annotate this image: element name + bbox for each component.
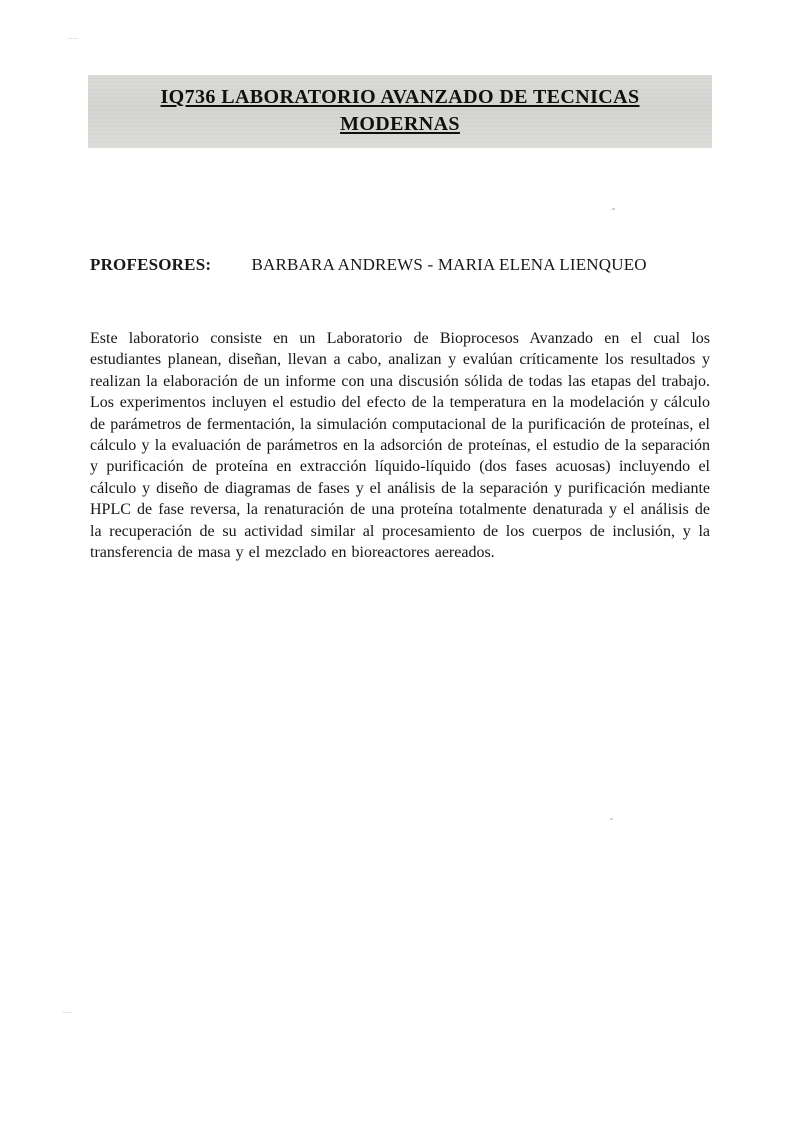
course-title-line1: IQ736 LABORATORIO AVANZADO DE TECNICAS bbox=[160, 86, 640, 108]
scan-artifact bbox=[612, 208, 615, 210]
professors-label: PROFESORES: bbox=[90, 255, 212, 274]
scan-artifact bbox=[62, 1012, 72, 1013]
course-title-line2: MODERNAS bbox=[340, 113, 460, 135]
professors-names: BARBARA ANDREWS - MARIA ELENA LIENQUEO bbox=[251, 255, 647, 274]
professors-line bbox=[90, 254, 712, 276]
scan-artifact bbox=[68, 38, 78, 39]
course-title-band bbox=[88, 75, 712, 148]
course-description-paragraph: Este laboratorio consiste en un Laboratorio de Bioprocesos Avanzado en el cual los estudiantes planean, diseñan, llevan a cabo, analizan y evalúan críticamente los resultados y realizan la elaboración de un informe con una discusión sólida de todas las etapas del trabajo. Los experimentos incluyen el estudio del efecto de la temperatura en la modelación y cálculo de parámetros de fermentación, la simulación computacional de la purificación de proteínas, el cálculo y la evaluación de parámetros en la adsorción de proteínas, el estudio de la separación y purificación de proteína en extracción líquido-líquido (dos fases acuosas) incluyendo el cálculo y diseño de diagramas de fases y el análisis de la separación y purificación mediante HPLC de fase reversa, la renaturación de una proteína totalmente denaturada y el análisis de la recuperación de su actividad similar al procesamiento de los cuerpos de inclusión, y la transferencia de masa y el mezclado en bioreactores aereados. bbox=[90, 330, 710, 562]
scan-artifact bbox=[610, 818, 613, 820]
